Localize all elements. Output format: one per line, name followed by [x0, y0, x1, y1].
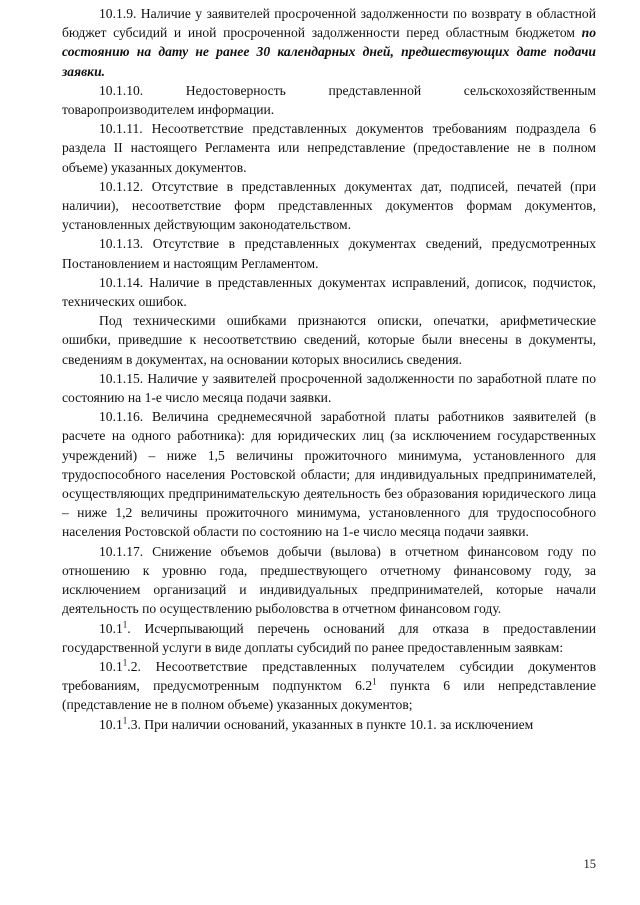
paragraph-text: 10.1: [99, 620, 123, 636]
superscript: 1: [122, 714, 128, 725]
paragraph-text: .2. Несоответствие представленных получателем субсидии документов требованиям, предусмотренным подпунктом 6.2: [62, 658, 596, 694]
paragraph-text: 10.1.15. Наличие у заявителей просроченной задолженности по заработной плате по состоянию на 1-е число месяца подачи заявки.: [62, 370, 596, 406]
paragraph-p10-1-17: [62, 542, 596, 619]
paragraph-p10-1-10: [62, 81, 596, 119]
page-number: 15: [583, 857, 596, 871]
superscript: 1: [122, 618, 128, 629]
paragraph-p10-1-16: [62, 407, 596, 541]
paragraph-text: 10.1.11. Несоответствие представленных документов требованиям подраздела 6 раздела II настоящего Регламента или непредставление (предоставление не в полном объеме) указанных документов.: [62, 121, 596, 175]
paragraph-text: 10.1.12. Отсутствие в представленных документах дат, подписей, печатей (при наличии), несоответствие форм представленных документов формам документов, установленных действующим законодательством.: [62, 178, 596, 233]
paragraph-text: 10.1.9. Наличие у заявителей просроченной задолженности по возврату в областной бюджет субсидий и иной просроченной задолженности перед областным бюджетом: [62, 6, 596, 41]
paragraph-text: .3. При наличии оснований, указанных в пункте 10.1. за исключением: [127, 716, 534, 732]
paragraph-p10-1-9: [62, 4, 596, 81]
superscript: 1: [122, 657, 128, 668]
paragraph-p10-1-15: [62, 369, 596, 407]
paragraph-p10-1-14: [62, 273, 596, 311]
paragraph-text: 10.1.17. Снижение объемов добычи (вылова) в отчетном финансовом году по отношению к уровню года, предшествующего отчетному финансовому году, за исключением организаций и индивидуальных предпринимателей, которые начали деятельность по осуществлению рыболовства в отчетном финансовом году.: [62, 543, 596, 617]
paragraph-p10-1-11: [62, 119, 596, 177]
paragraph-p10-1-12: [62, 177, 596, 235]
paragraph-p10-1-1-2: [62, 657, 596, 715]
paragraph-text: 10.1: [99, 658, 123, 674]
paragraph-text: . Исчерпывающий перечень оснований для отказа в предоставлении государственной услуги в виде доплаты субсидий по ранее предоставленным заявкам:: [62, 620, 596, 655]
paragraph-p10-1-13: [62, 234, 596, 272]
paragraph-text: 10.1.14. Наличие в представленных документах исправлений, дописок, подчисток, технических ошибок.: [62, 274, 596, 310]
emphasis-text: по состоянию на дату не ранее 30 календарных дней, предшествующих дате подачи заявки.: [62, 25, 596, 79]
paragraph-p10-1-1: [62, 619, 596, 657]
paragraph-text: пункта 6 или непредставление (представление не в полном объеме) указанных документов;: [62, 678, 596, 713]
paragraph-text: 10.1: [99, 716, 123, 732]
superscript: 1: [372, 676, 377, 687]
paragraph-p-errors: [62, 311, 596, 369]
paragraph-p10-1-1-3: [62, 715, 596, 734]
document-page: [62, 4, 596, 734]
paragraph-text: Под техническими ошибками признаются описки, опечатки, арифметические ошибки, приведшие к несоответствию сведений, которые были внесены в документы, сведениям в документах, на основании которых вносились сведения.: [62, 313, 596, 367]
paragraph-text: 10.1.10. Недостоверность представленной сельскохозяйственным товаропроизводителем информации.: [62, 82, 596, 118]
paragraph-text: 10.1.13. Отсутствие в представленных документах сведений, предусмотренных Постановлением и настоящим Регламентом.: [62, 236, 596, 271]
paragraph-text: 10.1.16. Величина среднемесячной заработной платы работников заявителей (в расчете на одного работника): для юридических лиц (за исключением государственных учреждений) – ниже 1,5 величины прожиточного минимума, установленного для трудоспособного населения Ростовской области; для индивидуальных предпринимателей, осуществляющих предпринимательскую деятельность без образования юридического лица – ниже 1,2 величины прожиточного минимума, установленного для трудоспособного населения Ростовской области по состоянию на 1-е число месяца подачи заявки.: [62, 409, 596, 540]
